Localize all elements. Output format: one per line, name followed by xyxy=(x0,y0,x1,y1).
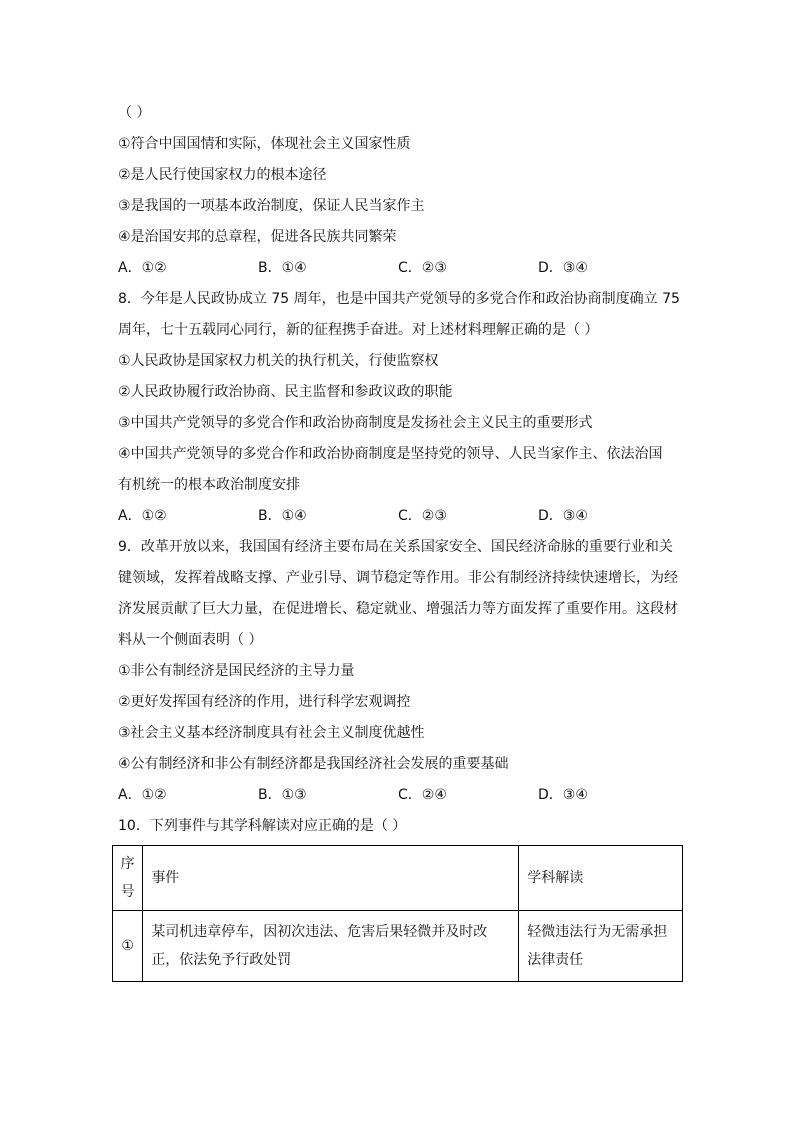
q9-options xyxy=(118,785,678,805)
q7-statement-1: ①符合中国国情和实际，体现社会主义国家性质 xyxy=(118,136,411,152)
q10-table xyxy=(112,845,683,982)
q9-statement-2: ②更好发挥国有经济的作用，进行科学宏观调控 xyxy=(118,694,411,710)
q9-option-a[interactable]: A．①② xyxy=(118,787,167,803)
q9-option-d[interactable]: D．③④ xyxy=(538,787,588,803)
q9-option-c[interactable]: C．②④ xyxy=(398,787,447,803)
q8-statement-1: ①人民政协是国家权力机关的执行机关，行使监察权 xyxy=(118,353,439,369)
q7-statement-2: ②是人民行使国家权力的根本途径 xyxy=(118,167,327,183)
q7-statement-4: ④是治国安邦的总章程，促进各民族共同繁荣 xyxy=(118,229,397,245)
q9-statement-4: ④公有制经济和非公有制经济都是我国经济社会发展的重要基础 xyxy=(118,756,509,772)
header-interpretation: 学科解读 xyxy=(519,846,683,911)
table-row xyxy=(113,911,683,982)
q7-option-a[interactable]: A．①② xyxy=(118,260,167,276)
q8-options xyxy=(118,506,678,526)
header-no: 序号 xyxy=(113,846,143,911)
q7-option-b[interactable]: B．①④ xyxy=(258,260,307,276)
header-event: 事件 xyxy=(143,846,519,911)
q8-option-d[interactable]: D．③④ xyxy=(538,508,588,524)
q8-statement-4-cont: 有机统一的根本政治制度安排 xyxy=(118,477,300,493)
q10-stem: 10．下列事件与其学科解读对应正确的是（ ） xyxy=(118,818,407,834)
q8-option-b[interactable]: B．①④ xyxy=(258,508,307,524)
q8-statement-2: ②人民政协履行政治协商、民主监督和参政议政的职能 xyxy=(118,384,453,400)
q7-options xyxy=(118,258,678,278)
q8-option-c[interactable]: C．②③ xyxy=(398,508,447,524)
q7-option-c[interactable]: C．②③ xyxy=(398,260,447,276)
q7-statement-3: ③是我国的一项基本政治制度，保证人民当家作主 xyxy=(118,198,425,214)
row-1-event: 某司机违章停车，因初次违法、危害后果轻微并及时改正，依法免予行政处罚 xyxy=(143,911,519,982)
q8-statement-4: ④中国共产党领导的多党合作和政治协商制度是坚持党的领导、人民当家作主、依法治国 xyxy=(118,446,663,462)
q8-stem-line-1: 8．今年是人民政协成立 75 周年，也是中国共产党领导的多党合作和政治协商制度确立 75 xyxy=(118,291,680,307)
q9-stem-line-3: 济发展贡献了巨大力量，在促进增长、稳定就业、增强活力等方面发挥了重要作用。这段材 xyxy=(118,601,678,617)
q9-stem-line-1: 9．改革开放以来，我国国有经济主要布局在关系国家安全、国民经济命脉的重要行业和关 xyxy=(118,539,673,555)
q9-stem-line-2: 键领域，发挥着战略支撑、产业引导、调节稳定等作用。非公有制经济持续快速增长，为经 xyxy=(118,570,678,586)
q9-stem-line-4: 料从一个侧面表明（ ） xyxy=(118,632,263,648)
q7-option-d[interactable]: D．③④ xyxy=(538,260,588,276)
q8-option-a[interactable]: A．①② xyxy=(118,508,167,524)
q7-answer-bracket: （ ） xyxy=(118,105,151,121)
q8-statement-3: ③中国共产党领导的多党合作和政治协商制度是发扬社会主义民主的重要形式 xyxy=(118,415,593,431)
row-1-no: ① xyxy=(113,911,143,982)
q9-statement-1: ①非公有制经济是国民经济的主导力量 xyxy=(118,663,355,679)
q9-statement-3: ③社会主义基本经济制度具有社会主义制度优越性 xyxy=(118,725,425,741)
q8-stem-line-2: 周年，七十五载同心同行，新的征程携手奋进。对上述材料理解正确的是（ ） xyxy=(118,322,599,338)
table-header-row xyxy=(113,846,683,911)
q9-option-b[interactable]: B．①③ xyxy=(258,787,307,803)
row-1-interpretation: 轻微违法行为无需承担法律责任 xyxy=(519,911,683,982)
